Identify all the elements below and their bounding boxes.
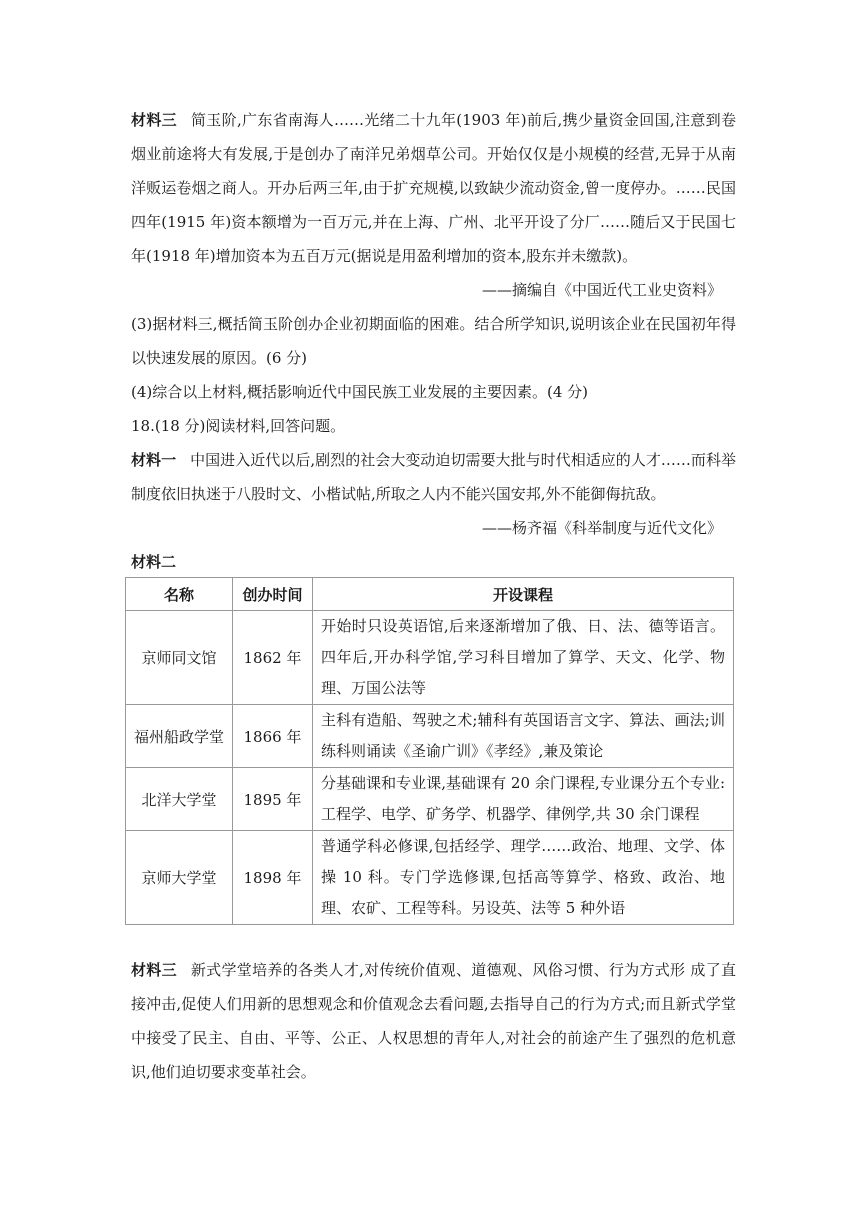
table-header-row <box>126 578 734 611</box>
founding-year: 1898 年 <box>233 831 313 925</box>
material3-bottom-paragraph <box>131 953 736 1089</box>
material2-label: 材料二 <box>131 553 177 571</box>
material1-text: 中国进入近代以后,剧烈的社会大变动迫切需要大批与时代相适应的人才……而科举制度依旧执迷于八股时文、小楷试帖,所取之人内不能兴国安邦,外不能御侮抗敌。 <box>131 451 736 503</box>
material3-top-source: ——摘编自《中国近代工业史资料》 <box>481 281 722 299</box>
material1-paragraph <box>131 443 736 511</box>
material1-source: ——杨齐福《科举制度与近代文化》 <box>481 519 722 537</box>
table-row <box>126 705 734 768</box>
schools-table <box>125 577 734 925</box>
table-row <box>126 768 734 831</box>
founding-year: 1862 年 <box>233 611 313 705</box>
material3-top-label: 材料三 <box>131 111 177 129</box>
material3-bottom-label: 材料三 <box>131 961 177 979</box>
school-name: 北洋大学堂 <box>126 768 233 831</box>
header-name: 名称 <box>126 578 233 611</box>
table-row <box>126 831 734 925</box>
course-description: 分基础课和专业课,基础课有 20 余门课程,专业课分五个专业:工程学、电学、矿务学、机器学、律例学,共 30 余门课程 <box>313 768 734 831</box>
school-name: 福州船政学堂 <box>126 705 233 768</box>
material1-label: 材料一 <box>131 451 177 469</box>
table-row <box>126 611 734 705</box>
course-description: 主科有造船、驾驶之术;辅科有英国语言文字、算法、画法;训练科则诵读《圣谕广训》《孝经》,兼及策论 <box>313 705 734 768</box>
course-description: 开始时只设英语馆,后来逐渐增加了俄、日、法、德等语言。四年后,开办科学馆,学习科目增加了算学、天文、化学、物理、万国公法等 <box>313 611 734 705</box>
school-name: 京师大学堂 <box>126 831 233 925</box>
founding-year: 1895 年 <box>233 768 313 831</box>
founding-year: 1866 年 <box>233 705 313 768</box>
question-4: (4)综合以上材料,概括影响近代中国民族工业发展的主要因素。(4 分) <box>131 383 589 401</box>
question-18: 18.(18 分)阅读材料,回答问题。 <box>131 417 346 435</box>
material3-top-text: 简玉阶,广东省南海人……光绪二十九年(1903 年)前后,携少量资金回国,注意到卷烟业前途将大有发展,于是创办了南洋兄弟烟草公司。开始仅仅是小规模的经营,无异于从南洋贩运卷烟之商人。开办后两三年,由于扩充规模,以致缺少流动资金,曾一度停办。……民国四年(1915 年)资本额增为一百万元,并在上海、广州、北平开设了分厂……随后又于民国七年(1918 年)增加资本为五百万元(据说是用盈利增加的资本,股东并未缴款)。 <box>131 111 736 265</box>
header-date: 创办时间 <box>233 578 313 611</box>
material3-top-paragraph <box>131 103 736 273</box>
question-3: (3)据材料三,概括简玉阶创办企业初期面临的困难。结合所学知识,说明该企业在民国初年得以快速发展的原因。(6 分) <box>131 315 736 367</box>
header-courses: 开设课程 <box>313 578 734 611</box>
school-name: 京师同文馆 <box>126 611 233 705</box>
course-description: 普通学科必修课,包括经学、理学……政治、地理、文学、体操 10 科。专门学选修课,包括高等算学、格致、政治、地理、农矿、工程等科。另设英、法等 5 种外语 <box>313 831 734 925</box>
material3-bottom-text: 新式学堂培养的各类人才,对传统价值观、道德观、风俗习惯、行为方式形 成了直接冲击,促使人们用新的思想观念和价值观念去看问题,去指导自己的行为方式;而且新式学堂中接受了民主、自由、平等、公正、人权思想的青年人,对社会的前途产生了强烈的危机意识,他们迫切要求变革社会。 <box>131 961 736 1081</box>
